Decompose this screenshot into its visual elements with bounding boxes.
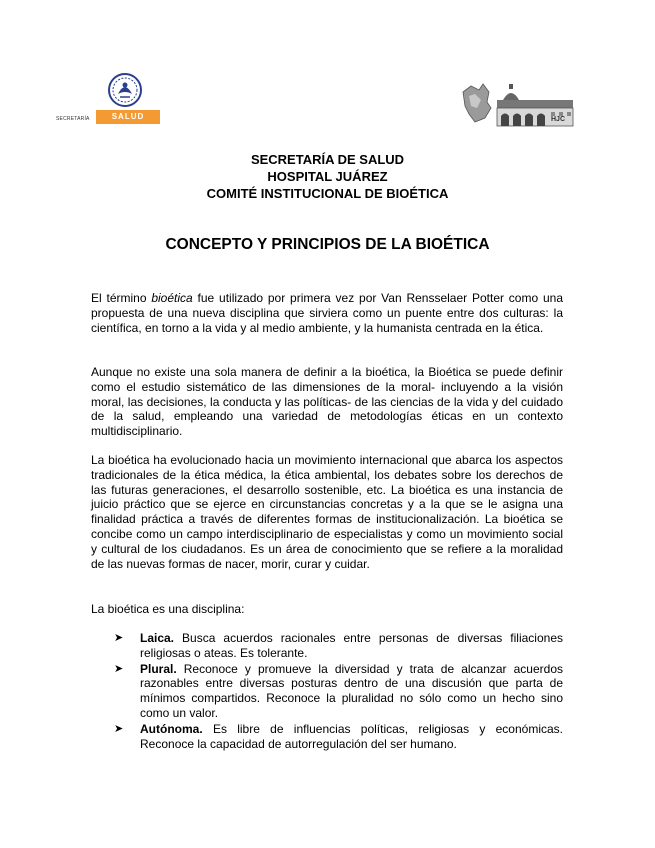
salud-label: SALUD (96, 110, 160, 124)
principles-list (114, 631, 563, 752)
secretaria-salud-logo (56, 72, 166, 130)
arrow-bullet-icon: ➤ (114, 662, 124, 675)
header-secretaria: SECRETARÍA DE SALUD (250, 152, 405, 167)
header-hospital: HOSPITAL JUÁREZ (267, 169, 388, 184)
p1-after: fue utilizado por primera vez por Van Rensselaer Potter como una propuesta de una nueva disciplina que sirviera como un puente entre dos culturas: la científica, en torno a la vida y al medio ambiente, y la humanista centrada en la ética. (91, 291, 563, 335)
list-item (114, 662, 563, 721)
p1-before: El término (91, 291, 152, 305)
hjc-label: HJC (551, 116, 566, 123)
mexico-seal-icon (108, 72, 142, 110)
list-item-term: Laica. (140, 631, 175, 645)
paragraph-2: Aunque no existe una sola manera de definir a la bioética, la Bioética se puede definir como el estudio sistemático de las dimensiones de la moral- incluyendo a la visión moral, las decisiones, la conducta y las políticas- de las ciencias de la vida y del cuidado de la salud, empleando una variedad de metodologías éticas en un contexto multidisciplinario. (91, 365, 563, 439)
list-item-text: Reconoce y promueve la diversidad y trata de alcanzar acuerdos razonables entre diversas posturas dentro de una discusión que parta de mínimos compartidos. Reconoce la pluralidad no sólo como un hecho sino como un valor. (140, 661, 563, 720)
paragraph-3: La bioética ha evolucionado hacia un movimiento internacional que abarca los aspectos tradicionales de la ética médica, la ética ambiental, los debates sobre los derechos de las futuras generaciones, el desarrollo sostenible, etc. La bioética es una instancia de juicio práctico que se ejerce en circunstancias concretas y a la que se le asigna una finalidad práctica a través de diferentes formas de institucionalización. La bioética se concibe como un campo interdisciplinario de especialistas y como un movimiento social y cultural de los ciudadanos. Es un área de conocimiento que se refiere a la moralidad de las nuevas formas de nacer, morir, curar y cuidar. (91, 453, 563, 571)
list-item-term: Autónoma. (140, 721, 203, 736)
secretaria-mini-text: SECRETARÍA (56, 116, 90, 122)
page-title: CONCEPTO Y PRINCIPIOS DE LA BIOÉTICA (165, 236, 490, 253)
hospital-juarez-logo (461, 78, 579, 130)
paragraph-1 (91, 291, 563, 335)
p1-italic-term: bioética (151, 291, 193, 305)
arrow-bullet-icon: ➤ (114, 632, 124, 644)
list-item-term: Plural. (140, 661, 177, 676)
list-item-text: Busca acuerdos racionales entre personas de diversas filiaciones religiosas o ateas. Es tolerante. (140, 631, 563, 660)
arrow-bullet-icon: ➤ (114, 722, 124, 735)
list-item-text: Es libre de influencias políticas, religiosas y económicas. Reconoce la capacidad de autorregulación del ser humano. (140, 721, 563, 751)
list-item (114, 631, 563, 661)
header-comite: COMITÉ INSTITUCIONAL DE BIOÉTICA (206, 186, 449, 201)
paragraph-4: La bioética es una disciplina: (91, 602, 245, 616)
list-item (114, 722, 563, 752)
